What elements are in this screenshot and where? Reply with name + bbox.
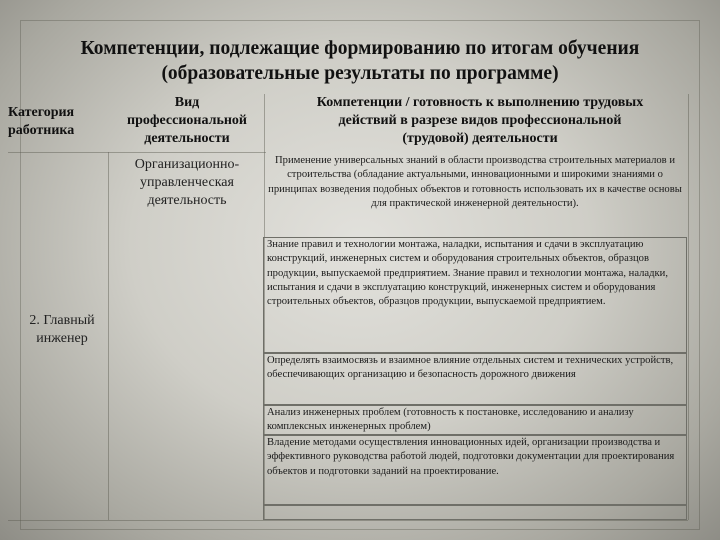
title-line-1: Компетенции, подлежащие формированию по итогам обучения [80, 38, 640, 59]
header-activity-type [108, 94, 266, 148]
competencies-list [263, 152, 687, 520]
competency-item: Применение универсальных знаний в области производства строительных материалов и строительства (обладание актуальными, инновационными и широкими знаниями о принципах возведения подобных объектов и готовность использовать их в качестве основы для практической инженерной деятельности). [268, 155, 682, 209]
header-activity-line-3: деятельности [144, 131, 230, 146]
competency-item: Знание правил и технологии монтажа, наладки, испытания и сдачи в эксплуатацию конструкций, инженерных систем и оборудования строительных объектов, образцов продукции, выпускаемой предприятием. Знание правил и технологии монтажа, наладки, испытания и сдачи в эксплуатацию конструкций, инженерных систем и оборудования строительных объектов, образцов продукции, выпускаемой предприятием. [263, 237, 687, 353]
activity-type-cell [110, 156, 264, 210]
employee-category-cell: 2. Главный инженер [29, 313, 95, 346]
header-activity-line-2: профессиональной [127, 113, 247, 128]
header-activity-line-1: Вид [174, 95, 200, 110]
activity-line-1: Организационно- [134, 157, 240, 172]
activity-line-3: деятельность [147, 193, 227, 208]
header-competencies-line-1: Компетенции / готовность к выполнению трудовых [316, 95, 644, 110]
slide-title [0, 36, 720, 86]
empty-row [263, 505, 687, 520]
header-competencies-line-3: (трудовой) деятельности [402, 131, 558, 146]
table-bottom-line [8, 520, 688, 521]
header-competencies-line-2: действий в разрезе видов профессиональной [338, 113, 622, 128]
competency-item: Анализ инженерных проблем (готовность к постановке, исследованию и анализу комплексных инженерных проблем) [263, 405, 687, 435]
header-category-line-2: работника [8, 123, 75, 138]
header-competencies [266, 94, 694, 148]
column-divider-3 [688, 94, 689, 520]
competency-item: Определять взаимосвязь и взаимное влияние отдельных систем и технических устройств, обеспечивающих организацию и безопасность дорожного движения [263, 353, 687, 405]
header-category-line-1: Категория [8, 105, 75, 120]
header-divider [8, 152, 266, 153]
title-line-2: (образовательные результаты по программе) [161, 63, 559, 84]
competency-item: Владение методами осуществления инновационных идей, организации производства и эффективного руководства работой людей, подготовки документации для проектирования объектов и подготовки заданий на проектирование. [263, 435, 687, 505]
column-divider-1 [108, 152, 109, 520]
activity-line-2: управленческая [140, 175, 234, 190]
header-category [8, 104, 108, 140]
